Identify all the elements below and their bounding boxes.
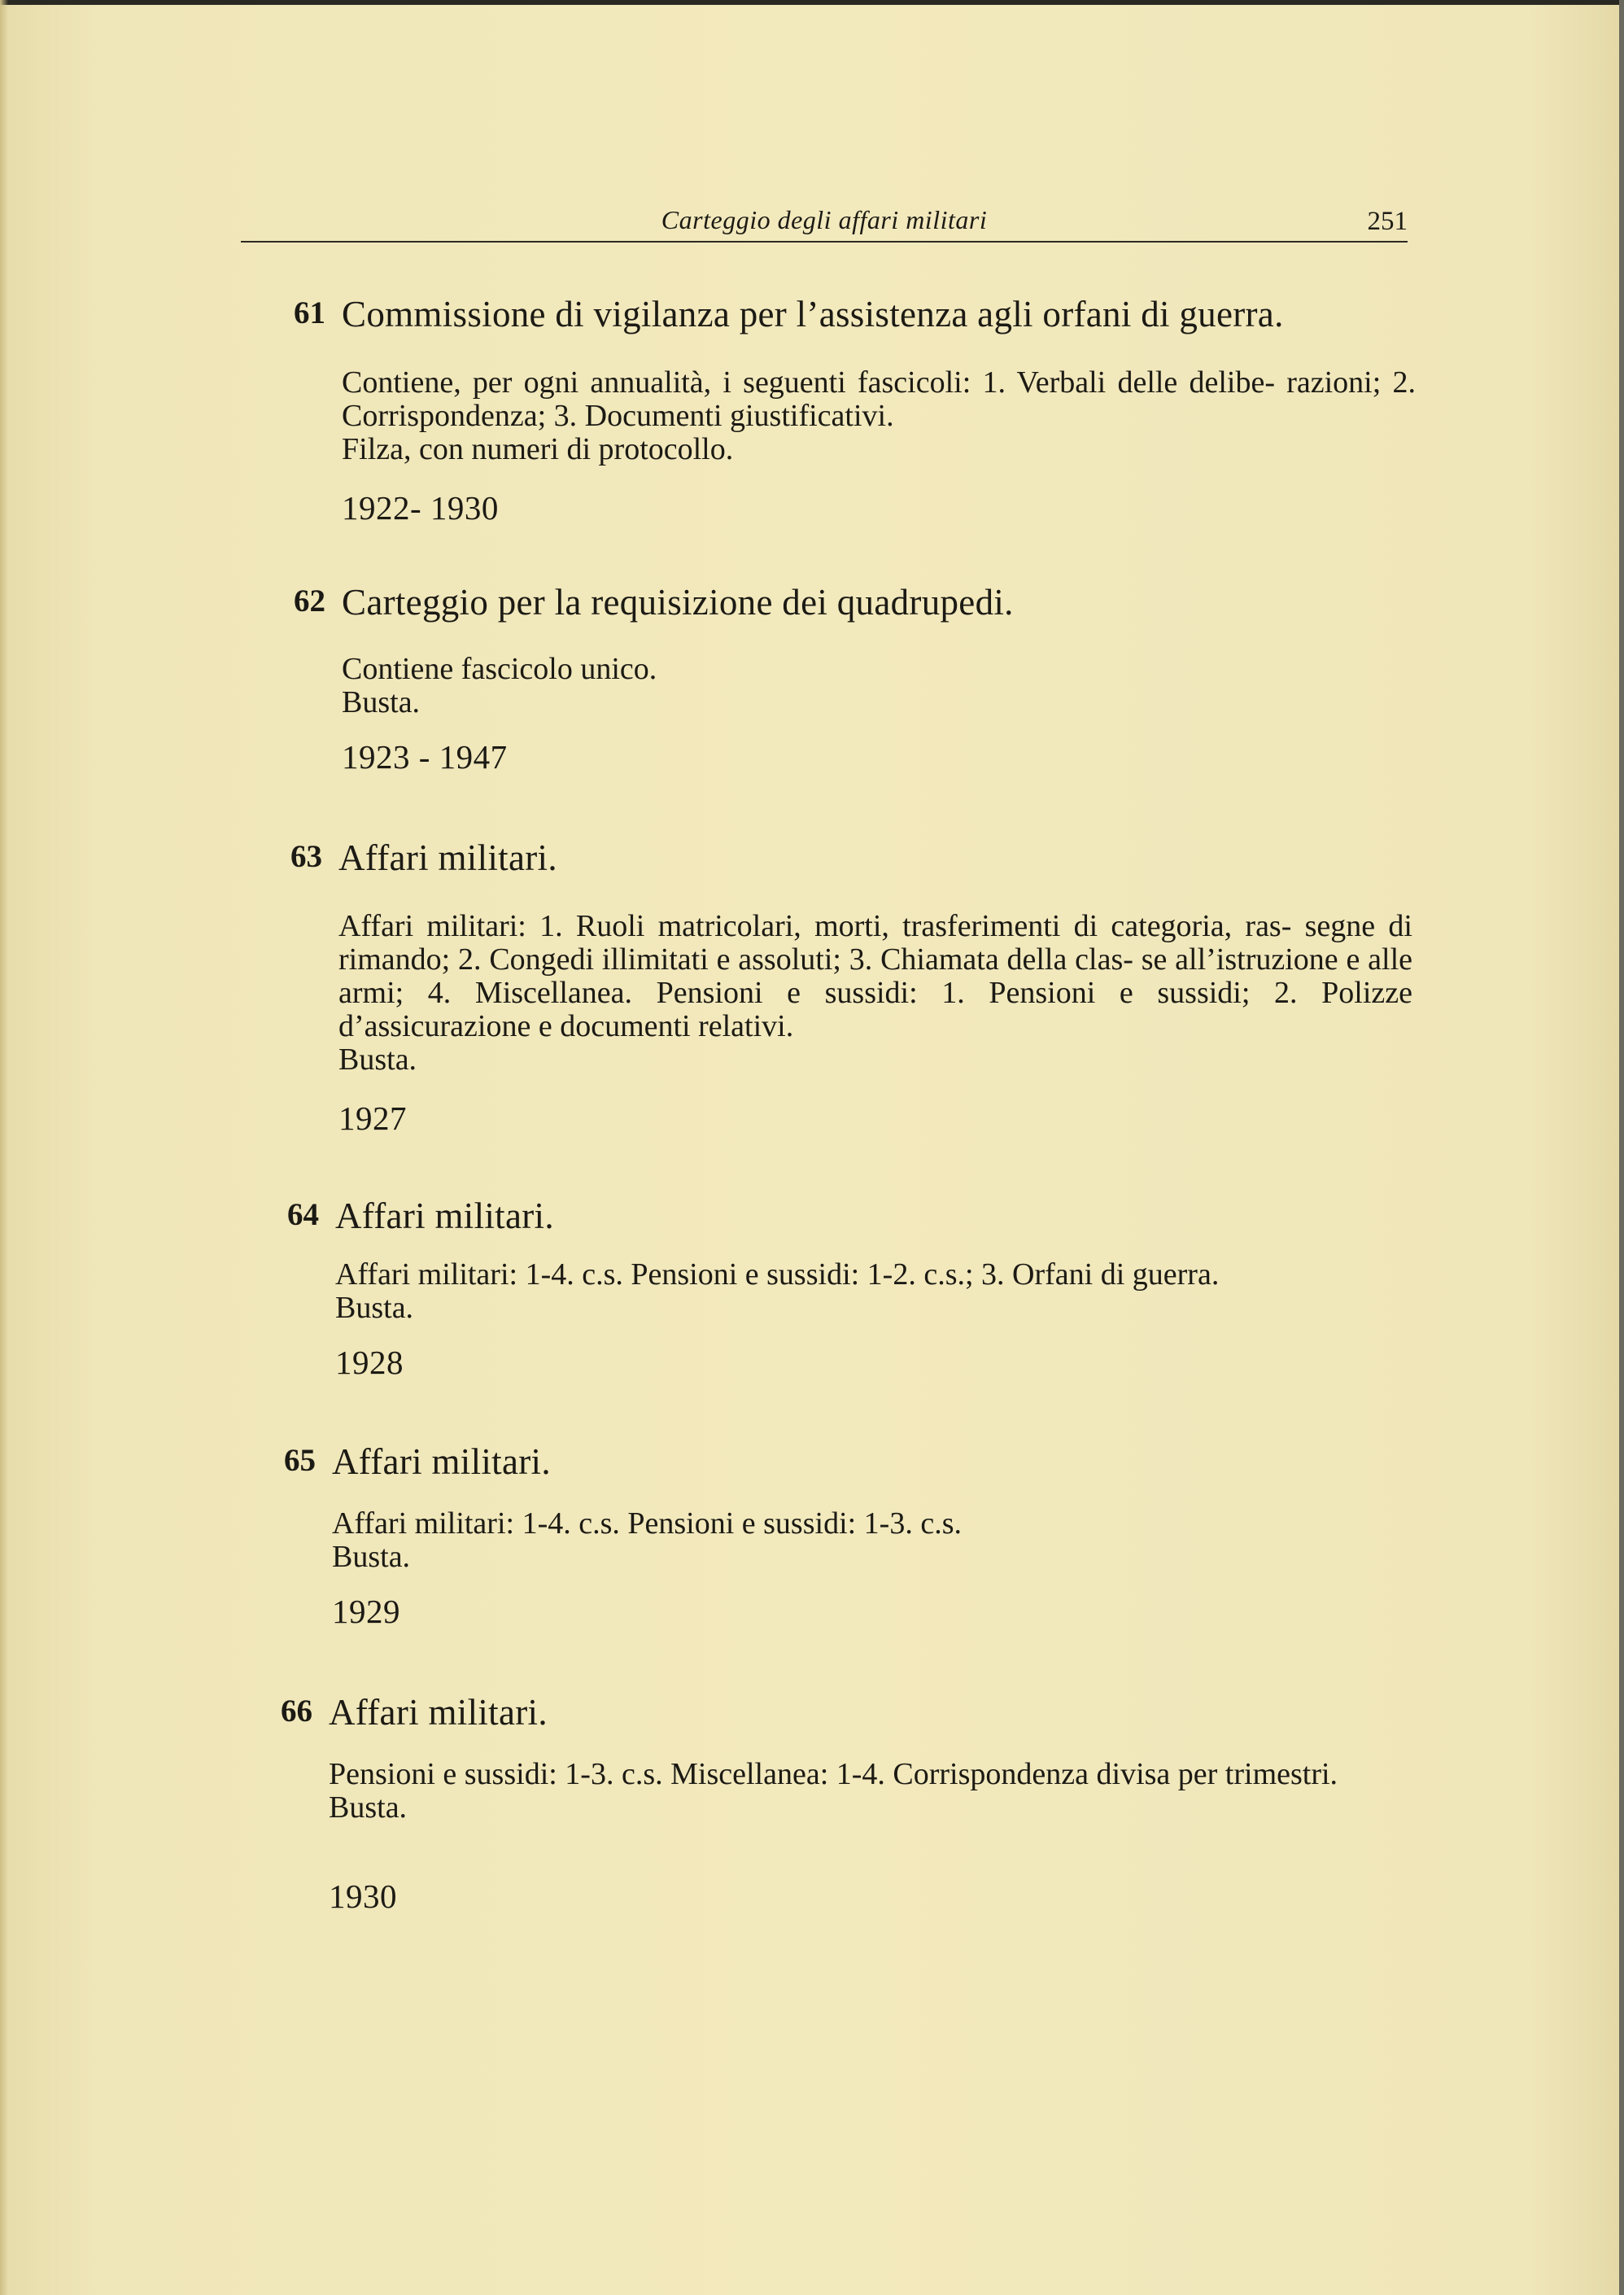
entry-body <box>329 1758 1403 1825</box>
page-spine-shadow <box>0 0 8 2295</box>
entry-number: 66 <box>281 1694 312 1729</box>
page-header <box>241 202 1408 244</box>
entry-dates: 1930 <box>329 1878 397 1915</box>
header-rule <box>241 241 1408 243</box>
entry-number: 64 <box>287 1197 319 1232</box>
entry-description: Affari militari: 1. Ruoli matricolari, morti, trasferimenti di categoria, ras- segne di rimando; 2. Congedi illimitati e assoluti; 3. Chiamata della clas- se all’istruzione e alle armi; 4. Miscellanea. Pensioni e sussidi: 1. Pensioni e sussidi; 2. Polizze d’assicurazione e documenti relativi. <box>338 909 1412 1043</box>
entry-format: Busta. <box>338 1043 417 1077</box>
entry-body <box>335 1258 1409 1325</box>
entry-dates: 1927 <box>338 1099 407 1137</box>
entry-dates: 1922- 1930 <box>342 489 499 527</box>
entry-title: Affari militari. <box>338 837 557 878</box>
entry-format: Busta. <box>342 685 421 719</box>
entry-dates: 1928 <box>335 1344 404 1381</box>
entry-dates: 1923 - 1947 <box>342 738 508 776</box>
entry-number: 63 <box>290 839 322 874</box>
entry-title: Carteggio per la requisizione dei quadrupedi. <box>342 582 1014 623</box>
entry-format: Busta. <box>335 1291 414 1325</box>
entry-format: Filza, con numeri di protocollo. <box>342 432 734 466</box>
entry-title: Affari militari. <box>329 1692 548 1733</box>
entry-title: Commissione di vigilanza per l’assistenza agli orfani di guerra. <box>342 294 1284 334</box>
page-right-edge <box>1619 0 1624 2295</box>
entry-number: 61 <box>294 295 325 330</box>
entry-number: 65 <box>284 1443 316 1478</box>
entry-description: Contiene, per ogni annualità, i seguenti fascicoli: 1. Verbali delle delibe- razioni; 2. Corrispondenza; 3. Documenti giustificativi. <box>342 365 1416 433</box>
entry-description: Affari militari: 1-4. c.s. Pensioni e sussidi: 1-2. c.s.; 3. Orfani di guerra. <box>335 1257 1220 1292</box>
entry-description: Contiene fascicolo unico. <box>342 652 657 686</box>
entry-body <box>338 910 1412 1077</box>
entry-body <box>342 366 1416 466</box>
entry-body <box>332 1507 1406 1574</box>
entry-number: 62 <box>294 584 325 619</box>
entry-title: Affari militari. <box>335 1196 554 1236</box>
entry-description: Affari militari: 1-4. c.s. Pensioni e sussidi: 1-3. c.s. <box>332 1506 962 1541</box>
entry-title: Affari militari. <box>332 1441 551 1482</box>
entry-format: Busta. <box>329 1790 408 1825</box>
entry-dates: 1929 <box>332 1593 400 1630</box>
running-title: Carteggio degli affari militari <box>661 205 988 234</box>
page-top-edge <box>0 0 1624 5</box>
page-number: 251 <box>1367 207 1408 236</box>
entry-description: Pensioni e sussidi: 1-3. c.s. Miscellanea: 1-4. Corrispondenza divisa per trimestri. <box>329 1757 1338 1791</box>
entry-body <box>342 653 1416 719</box>
entry-format: Busta. <box>332 1540 411 1574</box>
